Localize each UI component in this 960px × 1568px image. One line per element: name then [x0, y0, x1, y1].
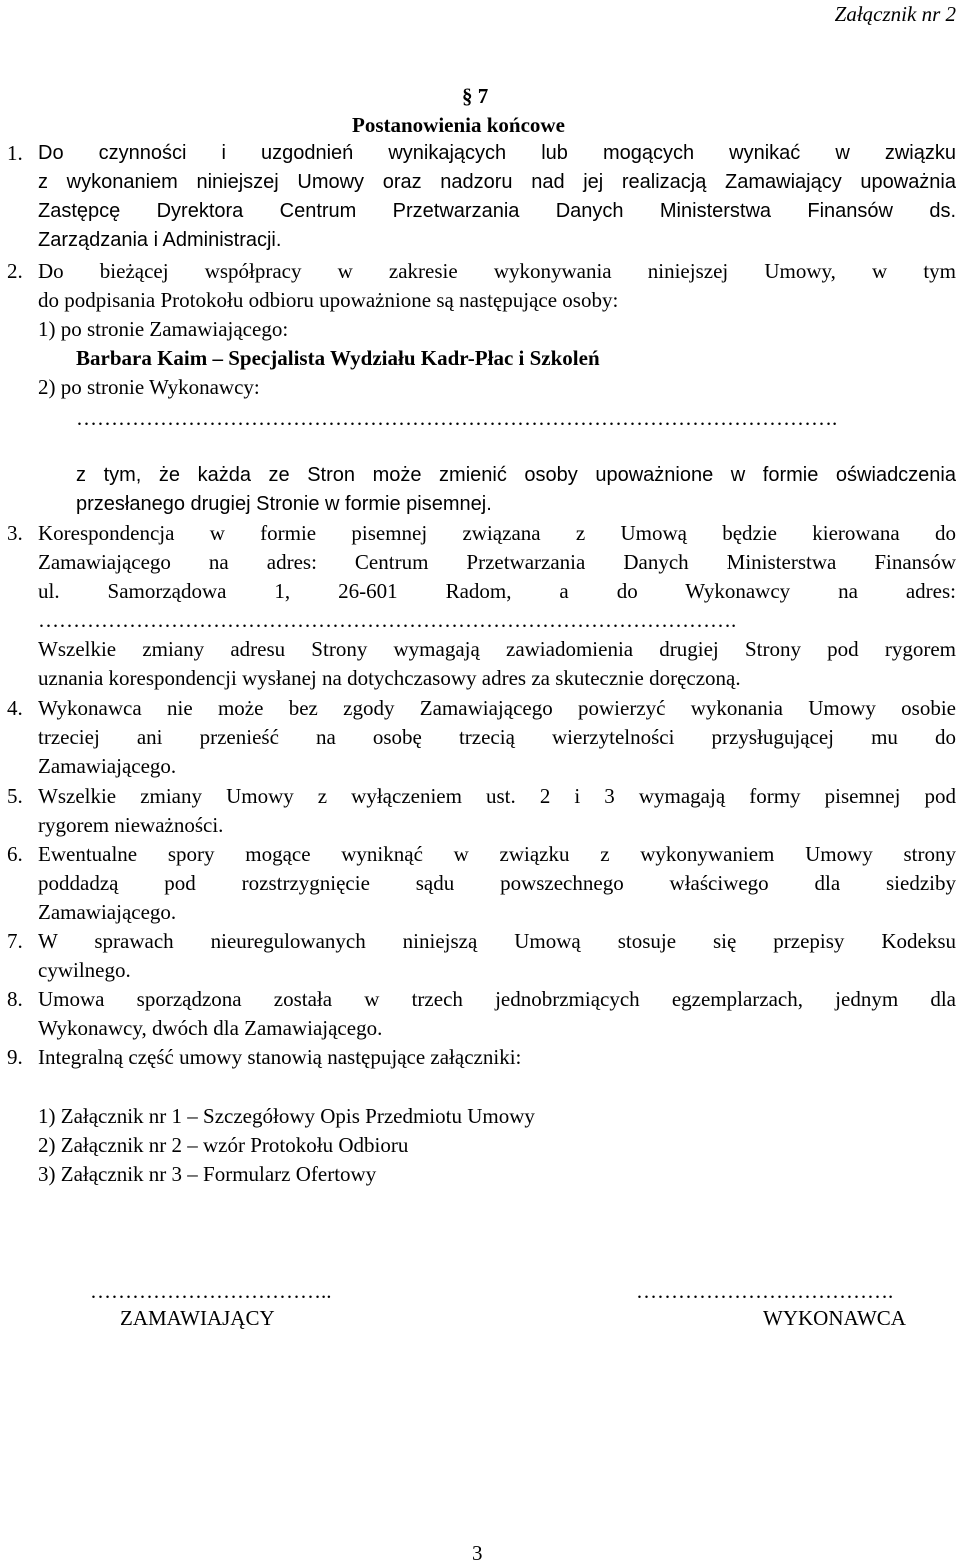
item-3-line-2: Zamawiającego na adres: Centrum Przetwarzania Danych Ministerstwa Finansów — [38, 550, 956, 574]
page-number: 3 — [472, 1541, 483, 1565]
item-6-line-3: Zamawiającego. — [38, 900, 177, 924]
item-5-line-2: rygorem nieważności. — [38, 813, 224, 837]
item-2-person: Barbara Kaim – Specjalista Wydziału Kadr-Płac i Szkoleń — [76, 346, 600, 370]
signature-label-zamawiajacy: ZAMAWIAJĄCY — [120, 1306, 275, 1330]
signature-dots-wykonawca: ………………………………. — [636, 1279, 894, 1303]
item-2-sub-2: 2) po stronie Wykonawcy: — [38, 375, 260, 399]
item-1-line-3: Zastępcę Dyrektora Centrum Przetwarzania Danych Ministerstwa Finansów ds. — [38, 200, 956, 222]
item-2-dots: ………………………………………………………………………………………………. — [76, 406, 838, 430]
attachment-item-2: 2) Załącznik nr 2 – wzór Protokołu Odbioru — [38, 1133, 409, 1157]
item-number-1: 1. — [7, 141, 23, 165]
item-number-3: 3. — [7, 521, 23, 545]
signature-label-wykonawca: WYKONAWCA — [763, 1306, 906, 1330]
item-8-line-2: Wykonawcy, dwóch dla Zamawiającego. — [38, 1016, 383, 1040]
item-5-line-1: Wszelkie zmiany Umowy z wyłączeniem ust. 2 i 3 wymagają formy pisemnej pod — [38, 784, 956, 808]
item-9-line-1: Integralną część umowy stanowią następujące załączniki: — [38, 1045, 522, 1069]
item-number-4: 4. — [7, 696, 23, 720]
item-number-7: 7. — [7, 929, 23, 953]
item-7-line-1: W sprawach nieuregulowanych niniejszą Umową stosuje się przepisy Kodeksu — [38, 929, 956, 953]
item-number-2: 2. — [7, 259, 23, 283]
item-3-line-3: ul. Samorządowa 1, 26-601 Radom, a do Wykonawcy na adres: — [38, 579, 956, 603]
item-3-dots: ………………………………………………………………………………………. — [38, 608, 737, 632]
item-6-line-2: poddadzą pod rozstrzygnięcie sądu powszechnego właściwego dla siedziby — [38, 871, 956, 895]
item-2-line-1: Do bieżącej współpracy w zakresie wykonywania niniejszej Umowy, w tym — [38, 259, 956, 283]
item-4-line-1: Wykonawca nie może bez zgody Zamawiającego powierzyć wykonania Umowy osobie — [38, 696, 956, 720]
attachment-header: Załącznik nr 2 — [834, 2, 956, 26]
section-mark: § 7 — [462, 84, 489, 108]
attachment-item-1: 1) Załącznik nr 1 – Szczegółowy Opis Przedmiotu Umowy — [38, 1104, 535, 1128]
item-8-line-1: Umowa sporządzona została w trzech jednobrzmiących egzemplarzach, jednym dla — [38, 987, 956, 1011]
item-number-9: 9. — [7, 1045, 23, 1069]
item-1-line-1: Do czynności i uzgodnień wynikających lub mogących wynikać w związku — [38, 142, 956, 164]
signature-dots-zamawiajacy: …………………………….. — [90, 1279, 332, 1303]
item-2-note-2: przesłanego drugiej Stronie w formie pisemnej. — [76, 493, 492, 515]
item-4-line-2: trzeciej ani przenieść na osobę trzecią wierzytelności przysługującej mu do — [38, 725, 956, 749]
item-1-line-2: z wykonaniem niniejszej Umowy oraz nadzoru nad jej realizacją Zamawiający upoważnia — [38, 171, 956, 193]
attachment-item-3: 3) Załącznik nr 3 – Formularz Ofertowy — [38, 1162, 377, 1186]
item-1-line-4: Zarządzania i Administracji. — [38, 229, 282, 251]
item-number-8: 8. — [7, 987, 23, 1011]
item-4-line-3: Zamawiającego. — [38, 754, 177, 778]
item-2-sub-1: 1) po stronie Zamawiającego: — [38, 317, 289, 341]
item-number-5: 5. — [7, 784, 23, 808]
item-3-line-6: uznania korespondencji wysłanej na dotychczasowy adres za skutecznie doręczoną. — [38, 666, 741, 690]
item-3-line-1: Korespondencja w formie pisemnej związana z Umową będzie kierowana do — [38, 521, 956, 545]
item-6-line-1: Ewentualne spory mogące wyniknąć w związku z wykonywaniem Umowy strony — [38, 842, 956, 866]
item-2-line-2: do podpisania Protokołu odbioru upoważnione są następujące osoby: — [38, 288, 619, 312]
item-7-line-2: cywilnego. — [38, 958, 131, 982]
item-2-note-1: z tym, że każda ze Stron może zmienić osoby upoważnione w formie oświadczenia — [76, 464, 956, 486]
item-3-line-5: Wszelkie zmiany adresu Strony wymagają zawiadomienia drugiej Strony pod rygorem — [38, 637, 956, 661]
section-title: Postanowienia końcowe — [352, 113, 565, 137]
item-number-6: 6. — [7, 842, 23, 866]
